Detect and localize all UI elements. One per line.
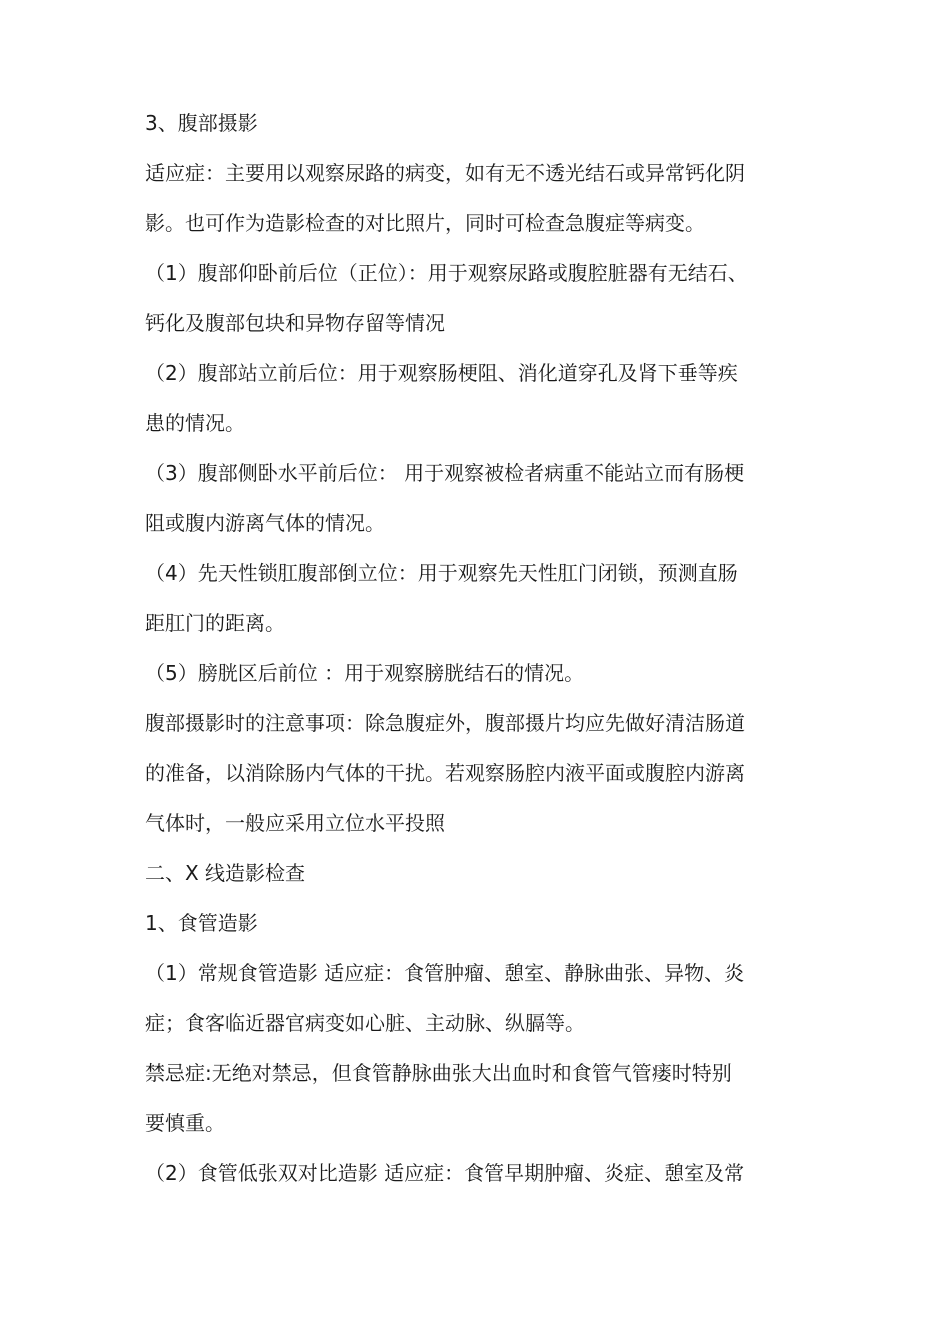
paragraph-line: 要慎重。	[145, 1111, 225, 1135]
paragraph-line: 腹部摄影时的注意事项：除急腹症外，腹部摄片均应先做好清洁肠道	[145, 711, 745, 735]
list-item-line: （2）腹部站立前后位：用于观察肠梗阻、消化道穿孔及肾下垂等疾	[145, 361, 738, 385]
list-item-line: （1）常规食管造影 适应症：食管肿瘤、憩室、静脉曲张、异物、炎	[145, 961, 745, 985]
paragraph-line: 适应症：主要用以观察尿路的病变，如有无不透光结石或异常钙化阴	[145, 161, 745, 185]
paragraph-line: 禁忌症:无绝对禁忌，但食管静脉曲张大出血时和食管气管瘘时特别	[145, 1061, 732, 1085]
paragraph-line: 钙化及腹部包块和异物存留等情况	[145, 311, 445, 335]
paragraph-line: 影。也可作为造影检查的对比照片，同时可检查急腹症等病变。	[145, 211, 705, 235]
paragraph-line: 患的情况。	[145, 411, 245, 435]
list-item-line: （4）先天性锁肛腹部倒立位：用于观察先天性肛门闭锁，预测直肠	[145, 561, 738, 585]
document-body	[145, 98, 825, 1198]
list-item-line: （2）食管低张双对比造影 适应症：食管早期肿瘤、炎症、憩室及常	[145, 1161, 745, 1185]
list-item-line: （5）膀胱区后前位 ：用于观察膀胱结石的情况。	[145, 661, 585, 685]
paragraph-line: 距肛门的距离。	[145, 611, 285, 635]
paragraph-line: 症；食客临近器官病变如心脏、主动脉、纵膈等。	[145, 1011, 585, 1035]
paragraph-line: 气体时，一般应采用立位水平投照	[145, 811, 445, 835]
list-item-line: （3）腹部侧卧水平前后位： 用于观察被检者病重不能站立而有肠梗	[145, 461, 745, 485]
section-heading-abdominal-radiography: 3、腹部摄影	[145, 111, 258, 135]
paragraph-line: 阻或腹内游离气体的情况。	[145, 511, 385, 535]
subsection-heading-esophagography: 1、食管造影	[145, 911, 258, 935]
section-heading-xray-contrast: 二、X 线造影检查	[145, 861, 306, 885]
list-item-line: （1）腹部仰卧前后位（正位）：用于观察尿路或腹腔脏器有无结石、	[145, 261, 748, 285]
paragraph-line: 的准备，以消除肠内气体的干扰。若观察肠腔内液平面或腹腔内游离	[145, 761, 745, 785]
